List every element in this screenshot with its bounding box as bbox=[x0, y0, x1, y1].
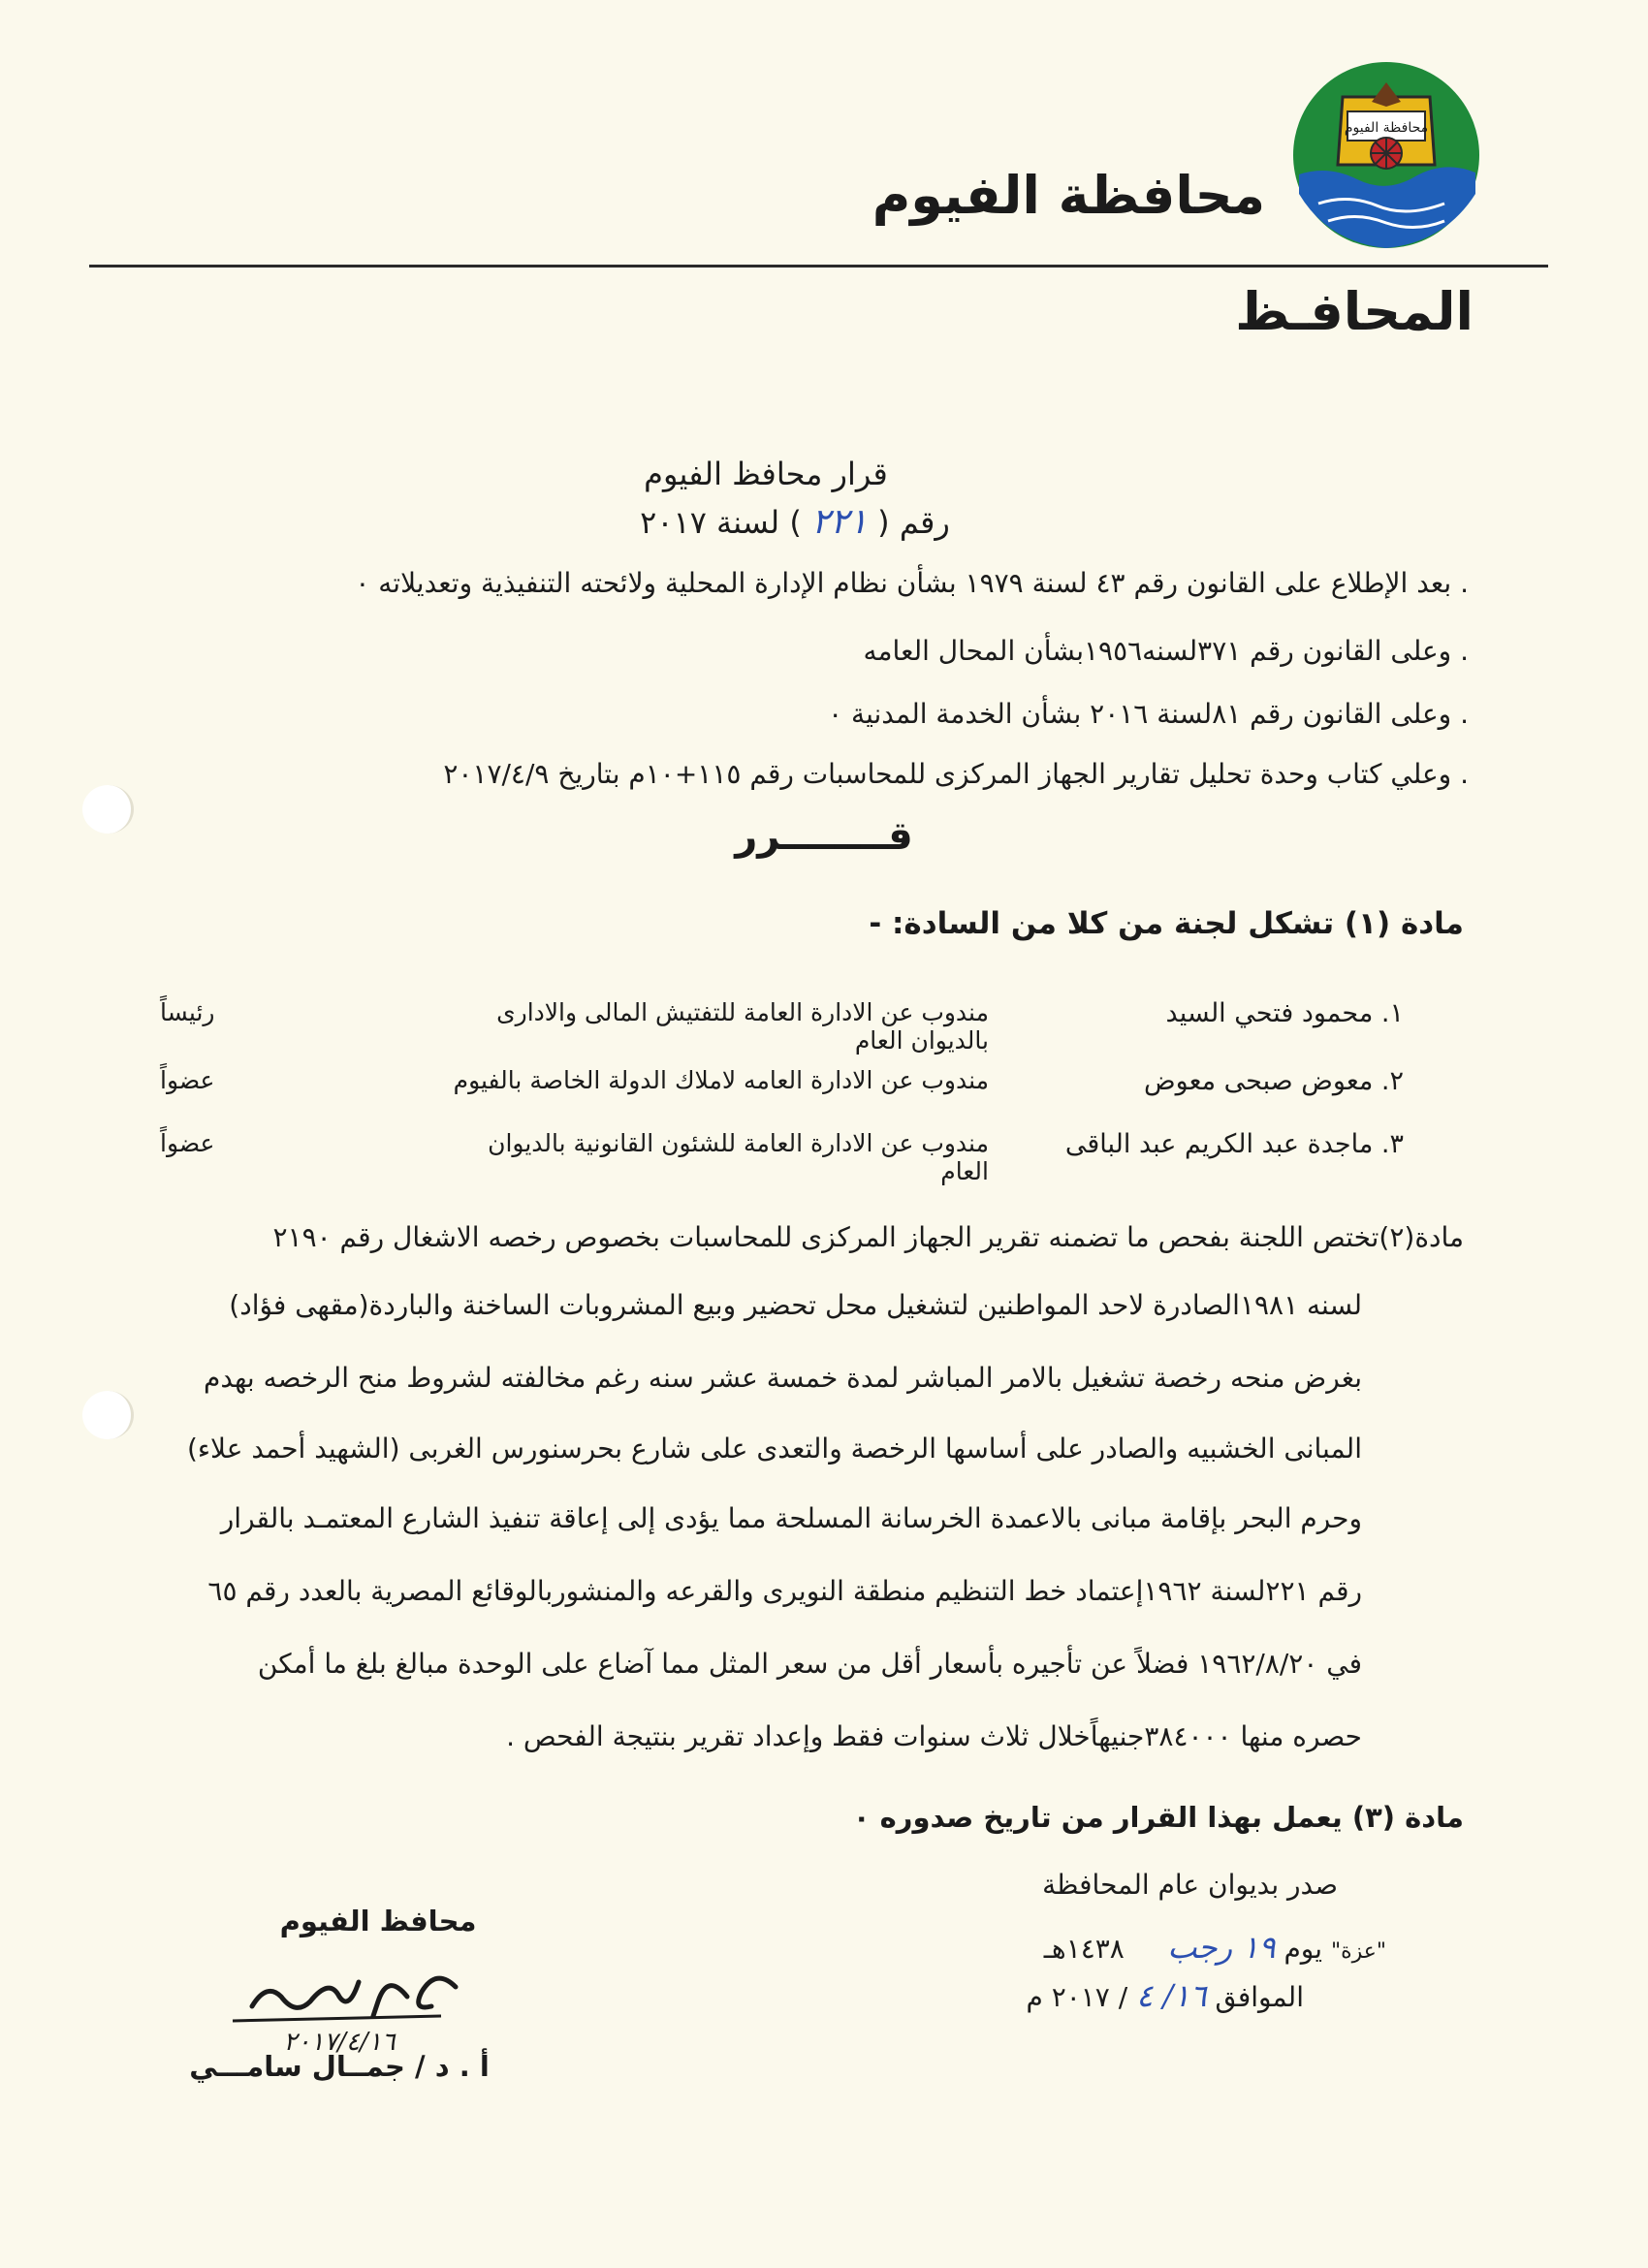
date-handwritten: ١٦/ ٤ bbox=[1136, 1977, 1207, 2014]
article-2-line: رقم ٢٢١لسنة ١٩٦٢إعتماد خط التنظيم منطقة النويرى والقرعه والمنشوربالوقائع المصرية بالعدد رقم ٦٥ bbox=[207, 1575, 1362, 1607]
gregorian-date-row bbox=[625, 1977, 1304, 2014]
decided-heading: قــــــــرر bbox=[735, 814, 913, 859]
decree-number-suffix: ) لسنة ٢٠١٧ bbox=[640, 504, 802, 541]
governorate-emblem-icon bbox=[1289, 58, 1483, 252]
member-name: ١. محمود فتحي السيد bbox=[1165, 998, 1404, 1028]
article-3: مادة (٣) يعمل بهذا القرار من تاريخ صدوره ٠ bbox=[852, 1801, 1464, 1834]
signature-date: ٢٠١٧/٤/١٦ bbox=[283, 2028, 396, 2057]
preamble-line: . بعد الإطلاع على القانون رقم ٤٣ لسنة ١٩٧٩ بشأن نظام الإدارة المحلية ولائحته التنفيذية وتعديلاته ٠ bbox=[355, 567, 1469, 599]
article-2-line: حصره منها ٣٨٤٠٠٠جنيهاًخلال ثلاث سنوات فقط وإعداد تقرير بنتيجة الفحص . bbox=[506, 1720, 1362, 1752]
day-handwritten: ١٩ رجب bbox=[1167, 1929, 1276, 1966]
article-2-line: بغرض منحه رخصة تشغيل بالامر المباشر لمدة خمسة عشر سنه رغم مخالفته لشروط منح الرخصه بهدم bbox=[203, 1362, 1362, 1394]
member-role: رئيساً bbox=[160, 998, 215, 1026]
article-1: مادة (١) تشكل لجنة من كلا من السادة: - bbox=[869, 906, 1464, 941]
hijri-year: ١٤٣٨هـ bbox=[1043, 1933, 1125, 1965]
article-2-line: لسنه ١٩٨١الصادرة لاحد المواطنين لتشغيل محل تحضير وبيع المشروبات الساخنة والباردة(مقهى فؤاد) bbox=[229, 1289, 1362, 1321]
decree-number-line bbox=[543, 502, 1047, 542]
member-representation: مندوب عن الادارة العامة للشئون القانونية بالديوان العام bbox=[488, 1129, 989, 1185]
member-name: ٢. معوض صبحى معوض bbox=[1143, 1066, 1404, 1096]
punch-hole bbox=[82, 1391, 134, 1439]
preamble-line: . وعلي كتاب وحدة تحليل تقارير الجهاز المركزى للمحاسبات رقم ١١٥+١٠م بتاريخ ٢٠١٧/٤/٩ bbox=[443, 758, 1469, 790]
article-2-line: في ١٩٦٢/٨/٢٠ فضلاً عن تأجيره بأسعار أقل من سعر المثل مما آضاع على الوحدة مبالغ بلغ ما أمكن bbox=[257, 1648, 1362, 1680]
governor-signature-title: محافظ الفيوم bbox=[279, 1905, 477, 1937]
member-representation: مندوب عن الادارة العامة للتفتيش المالى والادارى بالديوان العام bbox=[496, 998, 989, 1055]
preamble-line: . وعلى القانون رقم ٣٧١لسنه١٩٥٦بشأن المحال العامه bbox=[863, 635, 1469, 667]
issued-at: صدر بديوان عام المحافظة bbox=[1042, 1869, 1338, 1901]
member-name: ٣. ماجدة عبد الكريم عبد الباقى bbox=[1064, 1129, 1404, 1159]
punch-hole bbox=[82, 785, 134, 834]
preamble-line: . وعلى القانون رقم ٨١لسنة ٢٠١٦ بشأن الخدمة المدنية ٠ bbox=[828, 698, 1469, 730]
decree-number-prefix: رقم ( bbox=[877, 504, 950, 541]
governor-name: أ . د / جمــال سامـــي bbox=[189, 2050, 490, 2083]
header-divider bbox=[89, 265, 1548, 268]
decree-number-handwritten: ٢٢١ bbox=[810, 502, 868, 542]
governorate-name: محافظة الفيوم bbox=[872, 165, 1265, 226]
emblem-label: محافظة الفيوم bbox=[1344, 120, 1429, 136]
article-2-line: مادة(٢)تختص اللجنة بفحص ما تضمنه تقرير الجهاز المركزى للمحاسبات بخصوص رخصه الاشغال رقم ٢١٩٠ bbox=[272, 1221, 1464, 1253]
decree-title: قرار محافظ الفيوم bbox=[644, 456, 888, 492]
date-label: الموافق bbox=[1215, 1981, 1304, 2013]
article-2-line: المبانى الخشبيه والصادر على أساسها الرخصة والتعدى على شارع بحرسنورس الغربى (الشهيد أحمد علاء) bbox=[186, 1433, 1362, 1465]
gregorian-year: / ٢٠١٧ م bbox=[1026, 1981, 1128, 2013]
member-role: عضواً bbox=[160, 1129, 215, 1157]
article-2-line: وحرم البحر بإقامة مبانى بالاعمدة الخرسانة المسلحة مما يؤدى إلى إعاقة تنفيذ الشارع المعتمـد بالقرار bbox=[220, 1502, 1362, 1534]
office-title: المحافـظ bbox=[1235, 281, 1474, 342]
member-role: عضواً bbox=[160, 1066, 215, 1094]
quote-mark: "عزة" bbox=[1330, 1939, 1386, 1964]
hijri-date-row bbox=[708, 1929, 1386, 1966]
member-representation: مندوب عن الادارة العامه لاملاك الدولة الخاصة بالفيوم bbox=[453, 1066, 989, 1094]
day-label: يوم bbox=[1284, 1933, 1323, 1965]
